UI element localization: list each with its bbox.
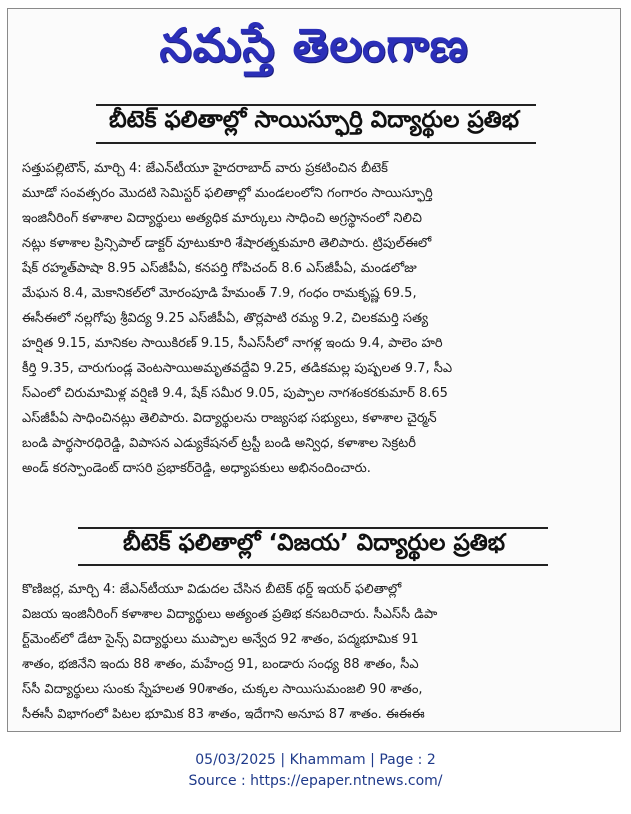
article1-line: స్ఎంలో చిరుమామిళ్ల వర్షిణి 9.4, షేక్ సమీర 9.05, పుప్పాల నాగశంకరకుమార్ 8.65 [22, 386, 448, 401]
article1-line: మేఘన 8.4, మెకానికల్‌లో మోరంపూడి హేమంత్ 7.9, గంధం రామకృష్ణ 69.5, [22, 286, 417, 301]
article1-line: కీర్తి 9.35, చారుగుండ్ల వెంటసాయిఅమృతవద్దేవి 9.25, తడికమల్ల పుష్పలత 9.7, సీఎ [22, 361, 453, 376]
article2-line: విజయ ఇంజినీరింగ్ కళాశాల విద్యార్థులు అత్యంత ప్రతిభ కనబరిచారు. సీఎస్‌సీ డిపా [22, 607, 438, 622]
article1-line: ఈసీఈలో నల్లగోపు శ్రీవిద్య 9.25 ఎస్‌జీపీఏ, తొర్లపాటి రమ్య 9.2, చిలకమర్తి సత్య [22, 311, 429, 326]
article1-headline: బీటెక్ ఫలితాల్లో సాయిస్ఫూర్తి విద్యార్థుల ప్రతిభ [108, 107, 520, 133]
article1-line: అండ్ కరస్పాండెంట్ దాసరి ప్రభాకర్‌రెడ్డి, అధ్యాపకులు అభినందించారు. [22, 461, 371, 476]
article2-line: కొణిజర్ల, మార్చి 4: జేఎన్‌టీయూ విడుదల చేసిన బీటెక్ థర్డ్ ఇయర్ ఫలితాల్లో [22, 582, 402, 597]
newspaper-clipping [7, 8, 621, 732]
headline-rule-top [96, 104, 536, 106]
article1-line: మూడో సంవత్సరం మొదటి సెమిస్టర్ ఫలితాల్లో మండలంలోని గంగారం సాయిస్ఫూర్తి [22, 186, 433, 201]
edition-info: 05/03/2025 | Khammam | Page : 2 [195, 752, 436, 768]
article1-line: ఇంజినీరింగ్ కళాశాల విద్యార్థులు అత్యధిక మార్కులు సాధించి అగ్రస్థానంలో నిలిచి [22, 211, 422, 226]
article1-line: నట్లు కళాశాల ప్రిన్సిపాల్ డాక్టర్ వూటుకూరి శేషారత్నకుమారి తెలిపారు. ట్రిపుల్‌ఈలో [22, 236, 432, 251]
article2-line: సీఈసీ విభాగంలో పిటల భూమిక 83 శాతం, ఇదేగాని అనూప 87 శాతం. ఈఈఈ [22, 707, 425, 722]
article2-body [22, 577, 610, 727]
article1-body [22, 156, 610, 481]
headline-rule-bottom [96, 142, 536, 144]
article1-line: సత్తుపల్లిటౌన్, మార్చి 4: జేఎన్‌టీయూ హైదరాబాద్ వారు ప్రకటించిన బీటెక్ [22, 161, 388, 176]
article1-line: ఎస్‌జీపీఏ సాధించినట్లు తెలిపారు. విద్యార్థులను రాజ్యసభ సభ్యులు, కళాశాల చైర్మన్ [22, 411, 437, 426]
article2-line: శాతం, భజినేని ఇందు 88 శాతం, మహేంద్ర 91, బండారు సంధ్య 88 శాతం, సీఎ [22, 657, 419, 672]
source-link[interactable]: Source : https://epaper.ntnews.com/ [188, 773, 443, 789]
headline-rule-top [78, 527, 548, 529]
article1-line: షేక్ రహ్మత్‌పాషా 8.95 ఎస్‌జీపీఏ, కనపర్తి గోపిచంద్ 8.6 ఎస్‌జీపీఏ, మండలోజు [22, 261, 417, 276]
article1-line: హర్షిత 9.15, మానికల సాయికిరణ్ 9.15, సీఎస్‌సీలో నాగళ్ల ఇందు 9.4, పాలెం హరి [22, 336, 443, 351]
article2-headline: బీటెక్ ఫలితాల్లో ‘విజయ’ విద్యార్థుల ప్రతిభ [122, 530, 506, 556]
article2-line: స్‌సీ విద్యార్థులు సుంకు స్నేహలత 90శాతం, చుక్కల సాయిసుమంజలి 90 శాతం, [22, 682, 423, 697]
article2-line: ర్ట్‌మెంట్‌లో డేటా సైన్స్ విద్యార్థులు ముప్పాల అన్వేద 92 శాతం, పద్మభూమిక 91 [22, 632, 419, 647]
headline-rule-bottom [78, 564, 548, 566]
newspaper-masthead: నమస్తే తెలంగాణ [159, 18, 469, 72]
article1-line: బండి పార్థసారధిరెడ్డి, విపాసన ఎడ్యుకేషనల్ ట్రస్టీ బండి అన్విధ, కళాశాల సెక్రటరీ [22, 436, 416, 451]
